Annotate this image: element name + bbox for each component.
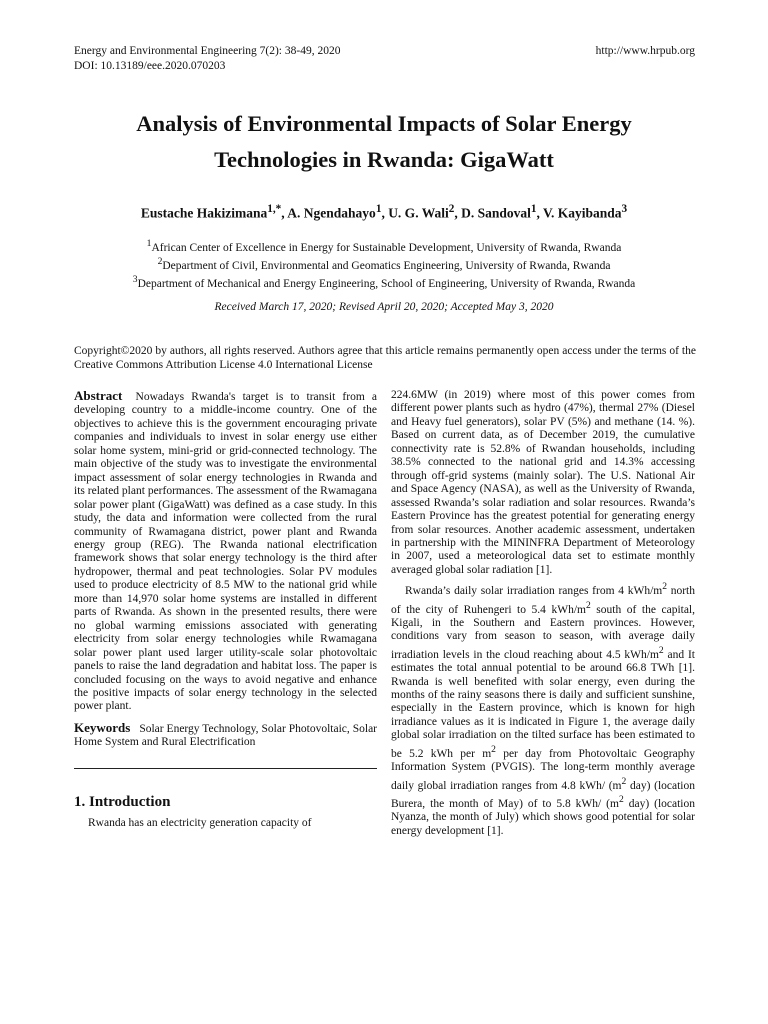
author-sup: 1,*: [267, 203, 282, 215]
left-column: [74, 389, 377, 831]
author-list: Eustache Hakizimana$^{1,*}$, A. Ngendahayo$^1$, U. G. Wali$^2$, D. Sandoval$^1$, V. Kayibanda$^3$: [140, 203, 628, 221]
affiliation-item: $^1$African Center of Excellence in Energy for Sustainable Development, University of Rwanda, Rwanda: [146, 238, 622, 254]
affiliation-item: $^2$Department of Civil, Environmental and Geomatics Engineering, University of Rwanda, Rwanda: [157, 256, 611, 272]
journal-header: [74, 44, 340, 74]
section-divider: [74, 768, 377, 769]
right-column: [391, 389, 695, 838]
keywords-label: Keywords: [74, 719, 131, 735]
keywords-text: Solar Energy Technology, Solar Photovoltaic, Solar Home System and Rural Electrification: [74, 722, 377, 749]
author-name: V. Kayibanda: [543, 205, 622, 221]
author-sup: 1: [530, 203, 537, 215]
received-dates: Received March 17, 2020; Revised April 20, 2020; Accepted May 3, 2020: [214, 301, 554, 313]
abstract: [74, 389, 377, 714]
author-name: D. Sandoval: [461, 205, 531, 221]
doi[interactable]: DOI: 10.13189/eee.2020.070203: [74, 60, 226, 72]
affiliation-item: $^3$Department of Mechanical and Energy Engineering, School of Engineering, University of Rwanda, Rwanda: [132, 274, 636, 290]
intro-paragraph-2: Rwanda’s daily solar irradiation ranges from 4 kWh/$m^2$ north of the city of Ruhengeri to 5.4 kWh/$m^2$ south of the capital, Kigali, in the Southern and Eastern provinces. However, conditions vary from season to season, with average daily irradiation levels in the cloud reaching about 4.5 kWh/$m^2$ and It estimates the total annual potential to be around 66.8 TWh [1]. Rwanda is well benefited with solar energy, even during the months of the rainy seasons there is daily and sufficient sunshine, especially in the Eastern province, which is known for high irradiance values as it is indicated in Figure 1, the average daily global solar irradiation on the tilted surface has been estimated to be 5.2 kWh per $m^2$ per day from Photovoltaic Geography Information System (PVGIS). The long-term monthly average daily global irradiation ranges from 4.8 kWh/ ($m^2$ day) (location Burera, the month of May) of to 5.8 kWh/ ($m^2$ day) (location Nyanza, the month of July) which shows good potential for solar energy development [1].: [391, 581, 696, 837]
abstract-label: Abstract: [74, 388, 123, 403]
introduction-heading: 1. Introduction: [74, 793, 171, 810]
intro-first-line: Rwanda has an electricity generation capacity of: [88, 817, 312, 830]
paper-title: Analysis of Environmental Impacts of Solar Energy Technologies in Rwanda: GigaWatt: [136, 111, 632, 172]
abstract-text: Nowadays Rwanda's target is to transit from a developing country to a middle-income country. One of the objectives to achieve this is the government encouraging private companies and individuals to invest in solar energy use either solar home system, mini-grid or grid-connected technology. The main objective of the study was to investigate the environmental impact assessment of solar energy technologies in Rwanda and its related plant performances. The assessment of the Rwamagana solar power plant (GigaWatt) was defined as a case study. In this study, the data and information were collected from the rural community of Rwamagana district, power plant and Rwanda energy group (REG). The Rwanda national electrification framework shows that solar energy technology is the third after hydropower, thermal and peat technologies. Solar PV modules used to produce electricity of 8.5 MW to the national grid while more than 14,970 solar home systems are installed in different parts of Rwanda. As shown in the presented results, there were no global warming emissions associated with generating electricity from solar energy technologies while Rwamagana solar power plant used larger utility-scale solar photovoltaic panels to raise the land degradation and habitat loss. The paper is concluded focusing on the ways to avoid negative and enhance the positive impacts of solar energy technology in the selected power plant.: [74, 391, 377, 713]
affiliation-list: [74, 237, 694, 291]
keywords: [74, 721, 377, 750]
author-sup: 1: [375, 203, 382, 215]
author-name: A. Ngendahayo: [287, 205, 376, 221]
journal-citation: Energy and Environmental Engineering 7(2): 38-49, 2020: [74, 45, 341, 57]
author-name: U. G. Wali: [388, 205, 449, 221]
author-sup: 3: [621, 203, 628, 215]
intro-paragraph-1: 224.6MW (in 2019) where most of this power comes from different power plants such as hydro (47%), thermal 27% (Diesel and Heavy fuel generators), solar PV (5%) and methane (14. %). Based on current data, as of December 2019, the cumulative connectivity rate is 52.8% of Rwandan households, including 38.5% connected to the national grid and 14.3% accessing through off-grid systems (mainly solar). The U.S. National Air and Space Agency (NASA), as well as the University of Rwanda, assessed Rwanda’s solar radiation and solar resources. Rwanda’s Eastern Province has the greatest potential for generating energy from solar resources. Another academic assessment, undertaken in partnership with the MININFRA Department of Meteorology in 2007, used a meteorological data set to estimate monthly averaged global solar radiation [1].: [391, 389, 695, 576]
author-name: Eustache Hakizimana: [140, 205, 268, 221]
author-sup: 2: [448, 203, 455, 215]
journal-url[interactable]: http://www.hrpub.org: [595, 45, 695, 57]
copyright-notice: Copyright©2020 by authors, all rights reserved. Authors agree that this article remains permanently open access under the terms of the Creative Commons Attribution License 4.0 International License: [74, 345, 696, 371]
